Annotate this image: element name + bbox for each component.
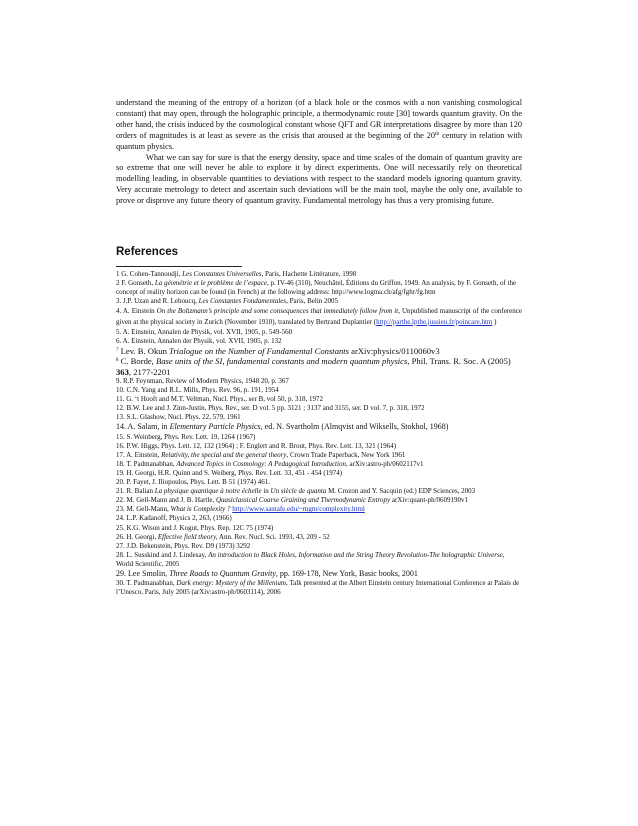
reference-item: 17. A. Einstein, Relativity, the special and the general theory, Crown Trade Paperback, New York 1961 xyxy=(116,450,406,459)
reference-item: 3. J.P. Uzan and R. Lehoucq, Les Constantes Fondamentales, Paris, Belin 2005 xyxy=(116,297,339,306)
reference-item: 11. G. ‘t Hooft and M.T. Veltman, Nucl. Phys., ser B, vol 50, p. 318, 1972 xyxy=(116,395,323,404)
reference-item: 2 F. Gonseth, La géométrie et le problème de l’espace, p. IV-46 (310), Neuchâtel, Éditions du Griffon, 1949. An analysis, by F. Gonseth, of the concept of reality horizon can be found (in French) at the following address: http://www.logma.ch/afg/fghr/fg.htm xyxy=(116,279,517,297)
reference-item: 14. A. Salam, in Elementary Particle Physics, ed. N. Svartholm (Almqvist and Wiksells, Stokhol, 1968) xyxy=(116,422,449,432)
reference-item: 6. A. Einstein, Annalen der Physik, vol. XVII, 1905, p. 132 xyxy=(116,336,282,345)
reference-item: 24. L.P. Kadanoff, Physics 2, 263, (1966) xyxy=(116,514,232,523)
reference-item: 29. Lee Smolin, Three Roads to Quantum Gravity, pp. 169-178, New York, Basic books, 2001 xyxy=(116,569,418,579)
paragraph: What we can say for sure is that the energy density, space and time scales of the domain of quantum gravity are so extreme that one will never be able to explore it by direct experiments. One will necessarily rely on theoretical modelling leading, in observable quantities to deviations with respect to the standard models ignoring quantum gravity. Very accurate metrology to detect and ascertain such deviations will be the main tool, maybe the only one, available to prove or disprove any future theory of quantum gravity. Fundamental metrology has thus a very promising future. xyxy=(116,152,522,206)
reference-link[interactable]: http://www.santafe.edu/~mgm/complexity.html xyxy=(232,505,365,514)
reference-item: 18. T. Padmanabhan, Advanced Topics in Cosmology: A Pedagogical Introduction, arXiv:astro-ph/0602117v1 xyxy=(116,459,424,468)
reference-item: 21. R. Balian La physique quantique à notre échelle in Un siècle de quanta M. Crozon and Y. Sacquin (ed.) EDP Sciences, 2003 xyxy=(116,487,476,496)
reference-item: 20. P. Fayet, J. Iliopoulos, Phys. Lett. B 51 (1974) 461. xyxy=(116,478,271,487)
reference-item: $^8$ C. Borde, Base units of the SI, fundamental constants and modern quantum physics, Phil. Trans. R. Soc. A (2005) 363, 2177-2201 xyxy=(116,356,511,377)
references-list xyxy=(116,270,522,597)
reference-item: 27. J.D. Bekenstein, Phys. Rev. D9 (1973) 3292 xyxy=(116,541,251,550)
reference-item: 1 G. Cohen-Tannoudji, Les Constantes Universelles, Paris, Hachette Littérature, 1998 xyxy=(116,270,357,278)
reference-item: 16. P.W. Higgs, Phys. Lett. 12, 132 (1964) ; F. Englert and R. Brout, Phys. Rev. Lett. 13, 321 (1964) xyxy=(116,441,397,450)
reference-item: 12. B.W. Lee and J. Zinn-Justin, Phys. Rev., ser. D vol. 5 pp. 3121 ; 3137 and 3155, ser. D vol. 7, p. 318, 1972 xyxy=(116,404,425,413)
reference-item: 15. S. Weinberg, Phys. Rev. Lett. 19, 1264 (1967) xyxy=(116,432,256,441)
reference-item: 25. K.G. Wison and J. Kogut, Phys. Rep. 12C 75 (1974) xyxy=(116,523,274,532)
reference-item: $^7$ Lev. B. Okun Trialogue on the Number of Fundamental Constants arXiv:physics/0110060v3 xyxy=(116,345,440,356)
paragraph: understand the meaning of the entropy of a horizon (of a black hole or the cosmos with a non vanishing cosmological constant) that may open, through the holographic principle, a thermodynamic route [30] towards quantum gravity. On the other hand, the crisis induced by the cosmological constant whose QFT and GR interpretations disagree by more than 120 orders of magnitudes is at least as severe as the crisis that aroused at the beginning of the 20th century in relation with quantum physics. xyxy=(116,98,522,151)
reference-item: 26. H. Georgi, Effective field theory, Ann. Rev. Nucl. Sci. 1993, 43, 209 - 52 xyxy=(116,532,330,541)
reference-item: 10. C.N. Yang and R.L. Mills, Phys. Rev. 96, p. 191, 1954 xyxy=(116,386,279,395)
reference-item: 4. A. Einstein On the Boltzmann’s principle and some consequences that immediately follow from it, Unpublished manuscript of the conference given at the physical society in Zurich (November 1910), translated by Bertrand Duplantier (http://parthe.lpthe.jussieu.fr/poincare.htm ) xyxy=(116,307,522,326)
reference-link[interactable]: http://parthe.lpthe.jussieu.fr/poincare.htm xyxy=(376,317,493,326)
reference-item: 28. L. Susskind and J. Lindesay, An introduction to Black Holes, Information and the String Theory Revolution-The holographic Universe, World Scientific, 2005 xyxy=(116,550,505,568)
reference-item: 9. R.P. Feynman, Review of Modern Physics, 1948 20, p. 367 xyxy=(116,376,289,385)
reference-item: 22. M. Gell-Mann and J. B. Hartle, Quasiclassical Coarse Graining and Thermodynamic Entropy arXiv:quant-ph/0609190v1 xyxy=(116,496,469,505)
reference-item: 30. T. Padmanabhan, Dark energy: Mystery of the Millenium, Talk presented at the Albert Einstein century International Conference at Palais de l’Unesco, Paris, July 2005 (arXiv:astro-ph/0603114), 2006 xyxy=(116,579,520,597)
reference-item: 23. M. Gell-Mann, What is Complexity ? http://www.santafe.edu/~mgm/complexity.html xyxy=(116,505,365,514)
body-text xyxy=(116,98,522,207)
reference-item: 19. H. Georgi, H.R. Quinn and S. Weiberg, Phys. Rev. Lett. 33, 451 - 454 (1974) xyxy=(116,469,343,478)
reference-item: 13. S.L. Glashow, Nucl. Phys. 22, 579, 1961 xyxy=(116,413,241,422)
references-heading: References xyxy=(116,246,179,258)
footnote-rule xyxy=(116,266,242,267)
reference-item: 5. A. Einstein, Annalen de Physik, vol. XVII, 1905, p. 549-560 xyxy=(116,327,293,336)
